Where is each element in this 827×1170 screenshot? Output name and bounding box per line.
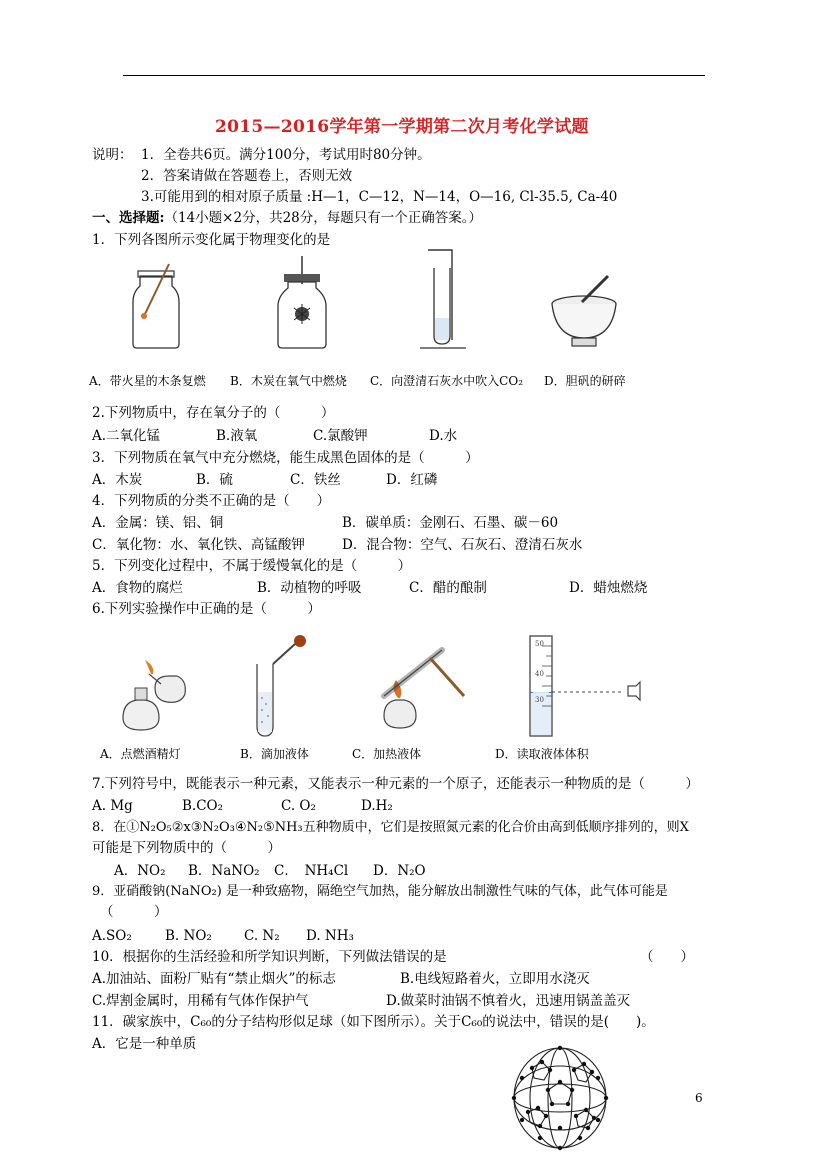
q7-option-a: A. Mg xyxy=(92,798,133,814)
q10-stem: 10．根据你的生活经验和所学知识判断，下列做法错误的是 xyxy=(92,949,447,965)
section-heading xyxy=(92,210,482,227)
q1-stem: 1．下列各图所示变化属于物理变化的是 xyxy=(92,232,331,248)
q8-option-a: A．NO₂ xyxy=(114,863,166,879)
q6-caption-b: B．滴加液体 xyxy=(240,747,309,761)
q4-option-a: A．金属：镁、铝、铜 xyxy=(92,515,224,531)
q6-stem: 6.下列实验操作中正确的是（ ） xyxy=(92,601,321,617)
q5-option-d: D．蜡烛燃烧 xyxy=(569,580,648,596)
q10-option-d: D.做菜时油锅不慎着火，迅速用锅盖盖灭 xyxy=(386,993,631,1009)
q2-option-a: A.二氧化锰 xyxy=(92,428,161,444)
section-head: 一、选择题: xyxy=(92,210,165,226)
note-3: 3.可能用到的相对原子质量 :H—1，C—12，N—14，O—16, Cl-35.5, Ca-40 xyxy=(141,189,618,205)
q4-option-c: C．氧化物：水、氧化铁、高锰酸钾 xyxy=(92,537,305,553)
q1-figure-a-bottle xyxy=(125,262,187,350)
page-number: 6 xyxy=(695,1091,703,1105)
q1-figure-d-mortar xyxy=(548,272,620,350)
q9-stem-line-2: （ ） xyxy=(100,904,168,920)
cylinder-tick-50: 50 xyxy=(535,640,544,648)
q7-stem: 7.下列符号中，既能表示一种元素，又能表示一种元素的一个原子，还能表示一种物质的是（ ） xyxy=(92,776,699,792)
note-2: 2．答案请做在答题卷上，否则无效 xyxy=(141,168,353,184)
q8-option-d: D．N₂O xyxy=(373,863,426,879)
q5-option-c: C．醋的酿制 xyxy=(409,580,487,596)
q2-option-d: D.水 xyxy=(429,428,458,444)
q9-option-c: C. N₂ xyxy=(244,928,280,944)
q2-stem: 2.下列物质中，存在氧分子的（ ） xyxy=(92,405,335,421)
q4-stem: 4．下列物质的分类不正确的是（ ） xyxy=(92,493,331,509)
q9-stem-line-1: 9．亚硝酸钠(NaNO₂) 是一种致癌物，隔绝空气加热，能分解放出制激性气味的气体，此气体可能是 xyxy=(92,884,668,899)
c60-fullerene-figure xyxy=(508,1042,612,1154)
q3-option-b: B．硫 xyxy=(196,472,233,488)
q6-caption-c: C．加热液体 xyxy=(352,747,422,761)
header-rule xyxy=(123,75,705,76)
q6-figure-a-alcohol-lamps xyxy=(115,658,195,738)
q5-option-b: B．动植物的呼吸 xyxy=(257,580,362,596)
q3-option-c: C．铁丝 xyxy=(290,472,341,488)
q8-stem-line-1: 8．在①N₂O₅②x③N₂O₃④N₂⑤NH₃五种物质中，它们是按照氮元素的化合价由高到低顺序排列的，则X xyxy=(92,820,689,835)
q9-option-d: D. NH₃ xyxy=(306,928,354,944)
q1-caption-c: C．向澄清石灰水中吹入CO₂ xyxy=(370,374,524,388)
q10-option-b: B.电线短路着火，立即用水浇灭 xyxy=(400,971,590,987)
q10-option-c: C.焊割金属时，用稀有气体作保护气 xyxy=(92,993,309,1009)
q1-caption-a: A．带火星的木条复燃 xyxy=(89,374,206,388)
q2-option-b: B.液氧 xyxy=(216,428,258,444)
note-1: 1．全卷共6页。满分100分，考试用时80分钟。 xyxy=(141,147,431,163)
q7-option-b: B.CO₂ xyxy=(182,798,224,814)
q1-caption-b: B．木炭在氧气中燃烧 xyxy=(230,374,347,388)
q1-figure-b-bottle xyxy=(272,254,332,350)
q4-option-b: B．碳单质：金刚石、石墨、碳－60 xyxy=(342,515,559,531)
q5-stem: 5．下列变化过程中，不属于缓慢氧化的是（ ） xyxy=(92,558,412,574)
q7-option-c: C. O₂ xyxy=(281,798,316,814)
q2-option-c: C.氯酸钾 xyxy=(313,428,368,444)
q10-answer-paren: （ ） xyxy=(640,949,694,965)
q8-stem-line-2: 可能是下列物质中的（ ） xyxy=(92,840,281,856)
section-desc: （14小题×2分，共28分，每题只有一个正确答案。） xyxy=(164,210,482,226)
q3-option-a: A．木炭 xyxy=(92,472,143,488)
q6-caption-a: A．点燃酒精灯 xyxy=(100,747,181,761)
q6-figure-d-graduated-cylinder xyxy=(524,634,656,738)
q5-option-a: A．食物的腐烂 xyxy=(92,580,183,596)
q3-option-d: D．红磷 xyxy=(386,472,438,488)
q1-figure-c-test-tube xyxy=(418,248,468,350)
q11-option-a: A．它是一种单质 xyxy=(92,1036,197,1052)
q6-figure-c-heating-tube xyxy=(360,644,472,736)
q4-option-d: D．混合物：空气、石灰石、澄清石灰水 xyxy=(342,537,583,553)
q1-caption-d: D．胆矾的研碎 xyxy=(544,374,626,388)
exam-title: 2015—2016学年第一学期第二次月考化学试题 xyxy=(215,117,589,137)
q10-option-a: A.加油站、面粉厂贴有“禁止烟火”的标志 xyxy=(92,971,336,987)
cylinder-tick-30: 30 xyxy=(535,696,544,704)
q6-figure-b-dropper xyxy=(243,634,309,740)
q7-option-d: D.H₂ xyxy=(361,798,393,814)
notes-label: 说明： xyxy=(92,147,133,163)
q11-stem: 11．碳家族中，C₆₀的分子结构形似足球（如下图所示）。关于C₆₀的说法中，错误的是( )。 xyxy=(92,1014,655,1030)
q8-option-c: C． NH₄Cl xyxy=(274,863,349,879)
q8-option-b: B．NaNO₂ xyxy=(188,863,260,879)
q6-caption-d: D．读取液体体积 xyxy=(495,747,589,761)
cylinder-tick-40: 40 xyxy=(535,670,544,678)
q3-stem: 3．下列物质在氧气中充分燃烧，能生成黑色固体的是（ ） xyxy=(92,450,479,466)
q9-option-b: B. NO₂ xyxy=(165,928,212,944)
q9-option-a: A.SO₂ xyxy=(92,928,132,944)
